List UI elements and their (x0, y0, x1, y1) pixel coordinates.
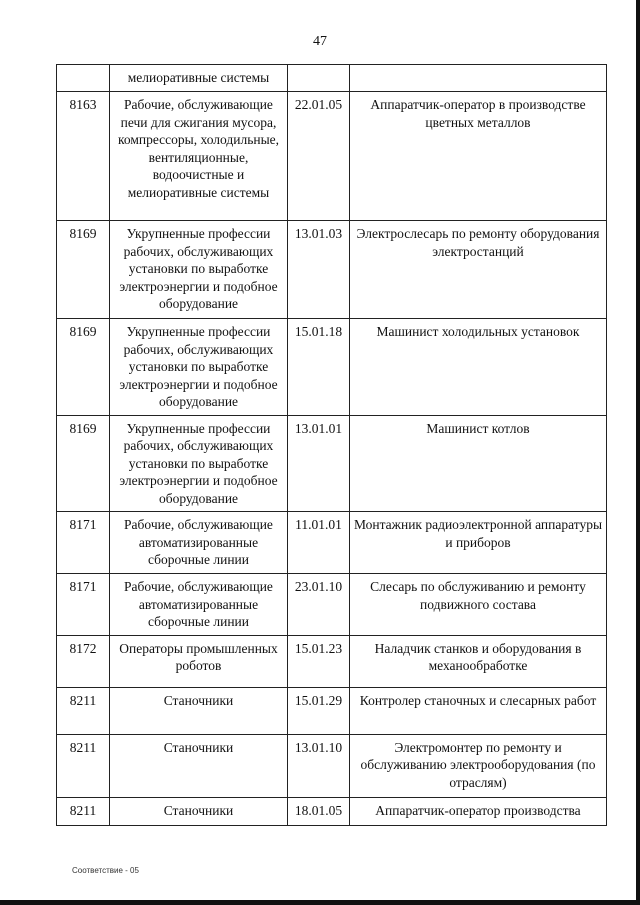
profession-cell: Слесарь по обслуживанию и ремонту подвижного состава (350, 574, 607, 636)
group-cell: Станочники (110, 797, 288, 825)
table-row (57, 319, 607, 416)
code-cell: 8169 (57, 319, 110, 416)
spec-cell: 22.01.05 (288, 92, 350, 221)
group-cell: Укрупненные профессии рабочих, обслуживающих установки по выработке электроэнергии и подобное оборудование (110, 319, 288, 416)
profession-cell (350, 65, 607, 92)
code-cell: 8171 (57, 574, 110, 636)
code-cell: 8171 (57, 512, 110, 574)
group-cell: Операторы промышленных роботов (110, 635, 288, 687)
table-row (57, 687, 607, 734)
spec-cell: 18.01.05 (288, 797, 350, 825)
profession-cell: Контролер станочных и слесарных работ (350, 687, 607, 734)
table-row-continuation (57, 65, 607, 92)
spec-cell: 15.01.29 (288, 687, 350, 734)
page-number: 47 (313, 34, 327, 49)
code-cell (57, 65, 110, 92)
spec-cell: 23.01.10 (288, 574, 350, 636)
group-cell: Рабочие, обслуживающие автоматизированные сборочные линии (110, 574, 288, 636)
professions-table (56, 64, 607, 826)
profession-cell: Монтажник радиоэлектронной аппаратуры и приборов (350, 512, 607, 574)
profession-cell: Машинист холодильных установок (350, 319, 607, 416)
scan-edge-right (636, 0, 640, 905)
group-cell: Рабочие, обслуживающие печи для сжигания мусора, компрессоры, холодильные, вентиляционные, водоочистные и мелиоративные системы (110, 92, 288, 221)
footer-note: Соответствие - 05 (72, 866, 139, 875)
code-cell: 8169 (57, 221, 110, 319)
group-cell: Укрупненные профессии рабочих, обслуживающих установки по выработке электроэнергии и подобное оборудование (110, 415, 288, 512)
spec-cell: 15.01.23 (288, 635, 350, 687)
code-cell: 8169 (57, 415, 110, 512)
group-cell: мелиоративные системы (110, 65, 288, 92)
profession-cell: Наладчик станков и оборудования в механообработке (350, 635, 607, 687)
spec-cell: 13.01.10 (288, 734, 350, 797)
table-row (57, 734, 607, 797)
code-cell: 8172 (57, 635, 110, 687)
profession-cell: Электромонтер по ремонту и обслуживанию электрооборудования (по отраслям) (350, 734, 607, 797)
spec-cell: 13.01.01 (288, 415, 350, 512)
group-cell: Станочники (110, 734, 288, 797)
code-cell: 8163 (57, 92, 110, 221)
profession-cell: Аппаратчик-оператор в производстве цветных металлов (350, 92, 607, 221)
table-row (57, 635, 607, 687)
group-cell: Рабочие, обслуживающие автоматизированные сборочные линии (110, 512, 288, 574)
spec-cell (288, 65, 350, 92)
code-cell: 8211 (57, 687, 110, 734)
scan-edge-bottom (0, 900, 640, 905)
table-row (57, 574, 607, 636)
table-row (57, 221, 607, 319)
spec-cell: 11.01.01 (288, 512, 350, 574)
code-cell: 8211 (57, 797, 110, 825)
profession-cell: Электрослесарь по ремонту оборудования электростанций (350, 221, 607, 319)
profession-cell: Аппаратчик-оператор производства (350, 797, 607, 825)
table-row (57, 92, 607, 221)
profession-cell: Машинист котлов (350, 415, 607, 512)
group-cell: Станочники (110, 687, 288, 734)
code-cell: 8211 (57, 734, 110, 797)
group-cell: Укрупненные профессии рабочих, обслуживающих установки по выработке электроэнергии и подобное оборудование (110, 221, 288, 319)
table-row (57, 512, 607, 574)
table-row (57, 415, 607, 512)
spec-cell: 15.01.18 (288, 319, 350, 416)
spec-cell: 13.01.03 (288, 221, 350, 319)
table-row (57, 797, 607, 825)
